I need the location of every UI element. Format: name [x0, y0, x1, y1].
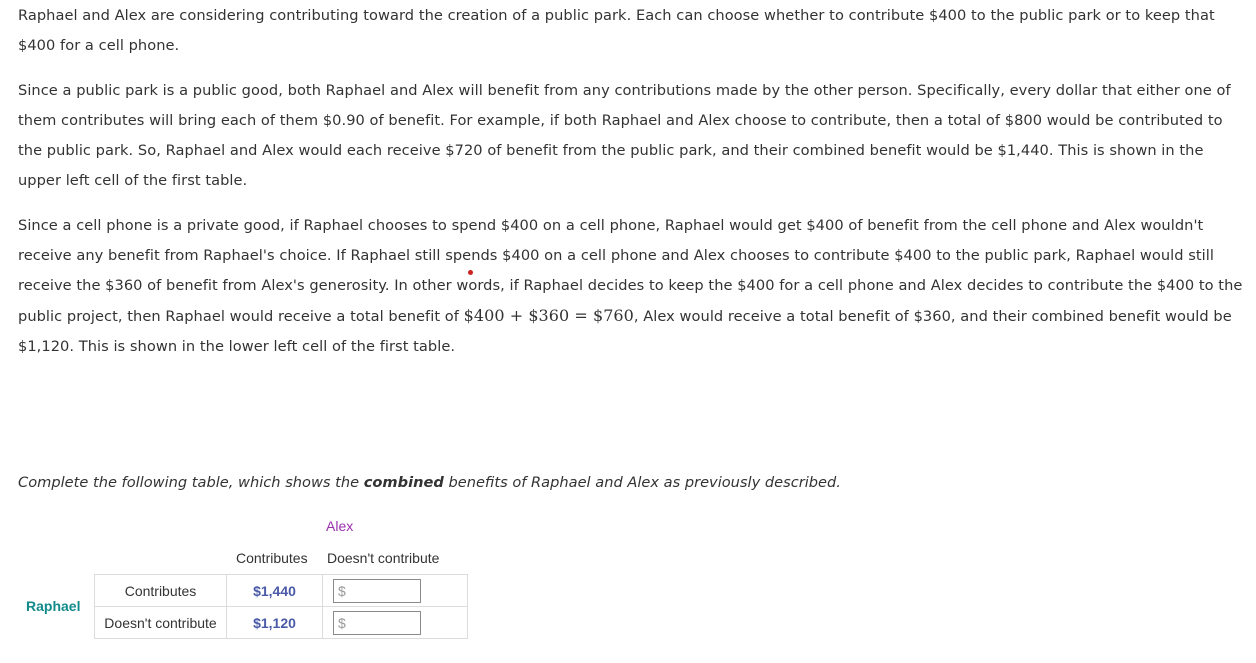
- row-player-label: Raphael: [26, 598, 81, 614]
- private-good-text-2: , Alex would receive a total benefit of $360, and their combined benefit would be $1,120. This is shown in the lower left cell of the first table.: [18, 308, 1232, 355]
- cell-both-contribute: $1,440: [227, 575, 323, 607]
- row-header-contributes: Contributes: [95, 575, 227, 607]
- combined-benefit-input-2[interactable]: [348, 613, 418, 633]
- combined-benefit-table: [94, 574, 468, 639]
- row-header-doesnt-contribute: Doesn't contribute: [95, 607, 227, 639]
- table-row: [95, 607, 468, 639]
- column-header-doesnt-contribute: Doesn't contribute: [327, 550, 440, 566]
- instruction-before: Complete the following table, which shows the: [18, 474, 364, 491]
- private-good-text-1: Since a cell phone is a private good, if Raphael chooses to spend $400 on a cell phone, Raphael would get $400 of benefit from the cell phone and Alex wouldn't receive any benefit from Raphael's choice. If Raphael still spends $400 on a cell phone and Alex chooses to contribute $400 to the public park, Raphael would still receive the $360 of benefit from Alex's generosity. In other words, if Raphael decides to keep the $400 for a cell phone and Alex decides to contribute the $400 to the public project, then Raphael would receive a total benefit of: [18, 217, 1243, 325]
- cell-raphael-not-alex-contributes: $1,120: [227, 607, 323, 639]
- dollar-input-box[interactable]: [333, 611, 421, 635]
- cell-raphael-contributes-alex-not: [323, 575, 468, 607]
- column-player-label: Alex: [326, 518, 354, 534]
- public-good-paragraph: Since a public park is a public good, both Raphael and Alex will benefit from any contributions made by the other person. Specifically, every dollar that either one of them contributes will bring each of them $0.90 of benefit. For example, if both Raphael and Alex choose to contribute, then a total of $800 would be contributed to the public park. So, Raphael and Alex would each receive $720 of benefit from the public park, and their combined benefit would be $1,440. This is shown in the upper left cell of the first table.: [18, 82, 1231, 189]
- dollar-input-box[interactable]: [333, 579, 421, 603]
- cell-neither-contributes: [323, 607, 468, 639]
- intro-paragraph: Raphael and Alex are considering contributing toward the creation of a public park. Each can choose whether to contribute $400 to the public park or to keep that $400 for a cell phone.: [18, 7, 1215, 54]
- column-header-contributes: Contributes: [236, 550, 308, 566]
- table-instruction: [18, 468, 841, 498]
- benefit-equation: $400 + $360 = $760: [463, 306, 634, 325]
- instruction-after: benefits of Raphael and Alex as previously described.: [443, 474, 841, 491]
- private-good-paragraph: [18, 211, 1243, 362]
- dollar-prefix: $: [338, 614, 346, 631]
- dollar-prefix: $: [338, 582, 346, 599]
- cursor-marker-dot: [468, 270, 473, 275]
- instruction-bold-word: combined: [363, 474, 444, 491]
- table-row: [95, 575, 468, 607]
- combined-benefit-input-1[interactable]: [348, 581, 418, 601]
